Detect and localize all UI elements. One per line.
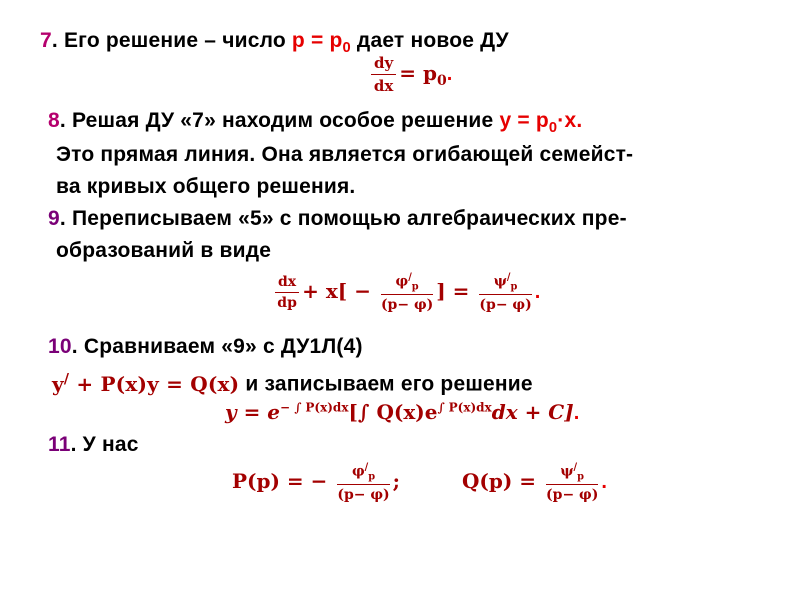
item-8-highlight xyxy=(499,109,583,137)
eq2-f3-den: (p− φ) xyxy=(479,297,532,314)
eq3-end: . xyxy=(573,402,580,424)
item-7-text-end: дает новое ДУ xyxy=(350,29,509,52)
eq4-p-fraction xyxy=(337,462,389,503)
item-10-eq-lhs: y xyxy=(52,371,64,396)
eq2-f1-num: dx xyxy=(275,274,299,293)
eq2-fraction-3 xyxy=(479,272,531,313)
item-8-line-3: ва кривых общего решения. xyxy=(56,175,356,198)
eq2-f2-num: φ xyxy=(395,273,409,290)
eq2-fraction-1 xyxy=(275,274,299,311)
item-9-text: . Переписываем «5» с помощью алгебраических пре- xyxy=(59,207,627,230)
eq2-f3-num: ψ xyxy=(493,273,507,290)
eq1-rhs: = p xyxy=(399,61,437,85)
item-8-line xyxy=(48,108,582,141)
equation-9 xyxy=(272,272,540,313)
eq4-q-end: . xyxy=(601,471,607,494)
item-11-line xyxy=(48,432,139,458)
item-7-number: 7 xyxy=(40,29,52,52)
eq2-f3-sub: p xyxy=(510,281,518,293)
eq4-p-den: (p− φ) xyxy=(337,487,390,504)
eq3-mid: [∫ Q(x)e xyxy=(348,400,438,424)
eq1-rhs-sub: 0 xyxy=(436,73,447,89)
eq2-fraction-2 xyxy=(381,272,433,313)
eq4-q-lhs: Q(p) = xyxy=(462,469,537,494)
eq2-f3-sup: / xyxy=(506,272,511,283)
eq2-end: . xyxy=(534,281,541,304)
eq4-q-sub: p xyxy=(577,471,584,483)
eq4-p-sub: p xyxy=(368,471,376,483)
eq2-f1-den: dp xyxy=(277,295,297,312)
item-9-number: 9 xyxy=(48,207,60,230)
item-7-highlight-text: p = p xyxy=(291,29,343,52)
item-7-text: . Его решение – число xyxy=(51,29,292,52)
item-8-highlight-text: y = p xyxy=(499,109,549,132)
eq2-f2-sub: p xyxy=(411,281,419,293)
item-10-line xyxy=(48,334,363,360)
eq2-f2-sup: / xyxy=(408,272,412,283)
item-8-highlight-end: ·x. xyxy=(557,109,583,132)
item-8-line-2: Это прямая линия. Она является огибающей семейст- xyxy=(56,143,634,166)
eq2-equals: ] = xyxy=(436,279,470,304)
item-9-line xyxy=(48,206,627,232)
item-11-text: . У нас xyxy=(70,433,139,456)
item-10-eq-lhs-sup: / xyxy=(63,371,70,387)
eq4-q-sup: / xyxy=(573,462,578,473)
eq4-p-num: φ xyxy=(351,463,365,480)
item-8-highlight-sub: 0 xyxy=(548,120,558,137)
item-10-eq-rest: + P(x)y = Q(x) xyxy=(69,371,240,396)
item-7-highlight-sub: 0 xyxy=(342,40,351,57)
equation-dy-dx xyxy=(368,54,452,95)
item-8-text: . Решая ДУ «7» находим особое решение xyxy=(59,109,500,132)
eq3-exp-2: ∫ P(x)dx xyxy=(437,400,492,415)
eq3-exp-1: − ∫ P(x)dx xyxy=(280,400,349,415)
eq4-p-lhs: P(p) = − xyxy=(232,469,328,494)
eq4-q-den: (p− φ) xyxy=(546,487,599,504)
item-10-number: 10 xyxy=(48,335,72,358)
item-7-highlight xyxy=(291,29,351,57)
item-10-line-2 xyxy=(52,366,533,398)
eq3-y: y = e xyxy=(225,400,281,424)
eq1-fraction xyxy=(371,54,396,95)
eq2-mid: + x[ − xyxy=(302,279,371,304)
eq1-end: . xyxy=(446,63,453,85)
item-9-line-2: образований в виде xyxy=(56,239,272,262)
equation-p-q xyxy=(232,462,607,503)
eq1-numerator: dy xyxy=(371,54,396,75)
eq4-q-fraction xyxy=(546,462,598,503)
equation-solution xyxy=(225,400,579,425)
eq2-f2-den: (p− φ) xyxy=(380,297,434,314)
item-11-number: 11 xyxy=(48,433,71,456)
eq4-q-num: ψ xyxy=(560,463,574,480)
eq3-tail: dx + C] xyxy=(491,400,574,424)
eq1-denominator: dx xyxy=(373,77,394,95)
item-10-text: . Сравниваем «9» с ДУ1Л(4) xyxy=(71,335,363,358)
eq4-p-sup: / xyxy=(364,462,369,473)
item-10-equation xyxy=(52,372,239,396)
item-8-number: 8 xyxy=(48,109,60,132)
eq4-p-end: ; xyxy=(392,469,401,494)
item-10-text-2: и записываем его решение xyxy=(239,372,533,396)
